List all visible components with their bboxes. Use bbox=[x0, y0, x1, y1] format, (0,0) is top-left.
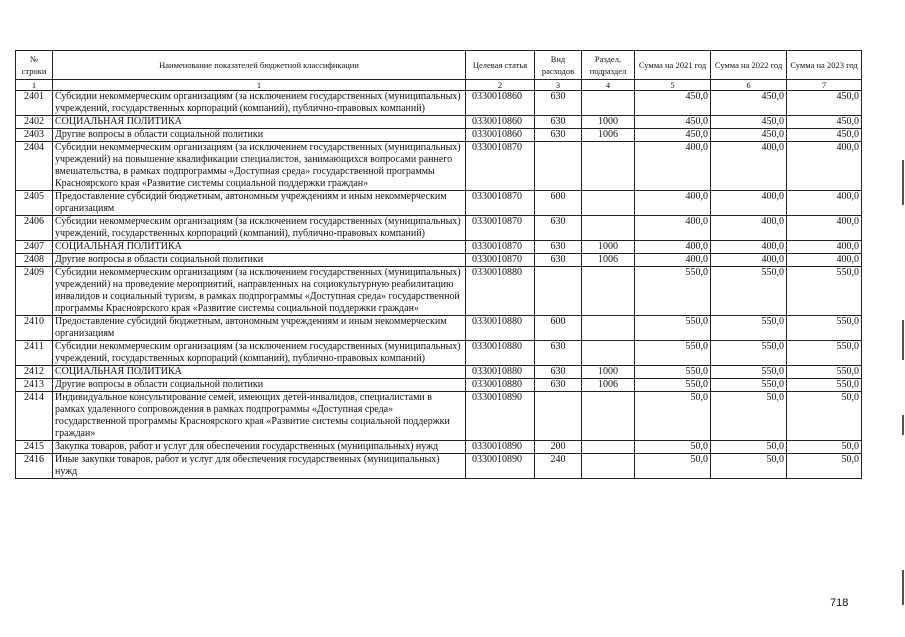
row-name: Другие вопросы в области социальной политики bbox=[53, 129, 466, 142]
scan-edge-mark bbox=[902, 415, 904, 435]
scan-edge-mark bbox=[902, 570, 904, 605]
row-expense-type: 630 bbox=[535, 379, 582, 392]
row-sum-2021: 450,0 bbox=[635, 116, 711, 129]
row-number: 2413 bbox=[16, 379, 53, 392]
row-target-article: 0330010890 bbox=[466, 454, 535, 479]
header-section: Раздел, подраздел bbox=[582, 51, 635, 80]
table-row bbox=[16, 241, 862, 254]
row-sum-2023: 50,0 bbox=[787, 454, 862, 479]
row-sum-2023: 400,0 bbox=[787, 254, 862, 267]
row-section bbox=[582, 441, 635, 454]
row-sum-2022: 550,0 bbox=[711, 366, 787, 379]
row-target-article: 0330010870 bbox=[466, 191, 535, 216]
header-sum-2023: Сумма на 2023 год bbox=[787, 51, 862, 80]
row-sum-2022: 400,0 bbox=[711, 142, 787, 191]
row-expense-type bbox=[535, 267, 582, 316]
table-row bbox=[16, 129, 862, 142]
table-row bbox=[16, 191, 862, 216]
row-name: Иные закупки товаров, работ и услуг для обеспечения государственных (муниципальных) нужд bbox=[53, 454, 466, 479]
row-name: СОЦИАЛЬНАЯ ПОЛИТИКА bbox=[53, 366, 466, 379]
row-number: 2404 bbox=[16, 142, 53, 191]
row-target-article: 0330010880 bbox=[466, 267, 535, 316]
row-target-article: 0330010870 bbox=[466, 254, 535, 267]
table-row bbox=[16, 267, 862, 316]
row-sum-2022: 400,0 bbox=[711, 254, 787, 267]
row-target-article: 0330010860 bbox=[466, 116, 535, 129]
table-row bbox=[16, 379, 862, 392]
table-row bbox=[16, 116, 862, 129]
row-sum-2021: 400,0 bbox=[635, 241, 711, 254]
row-target-article: 0330010890 bbox=[466, 441, 535, 454]
row-sum-2021: 550,0 bbox=[635, 366, 711, 379]
row-sum-2022: 550,0 bbox=[711, 267, 787, 316]
column-number: 2 bbox=[466, 80, 535, 91]
row-sum-2021: 50,0 bbox=[635, 392, 711, 441]
row-sum-2021: 400,0 bbox=[635, 216, 711, 241]
row-name: Субсидии некоммерческим организациям (за исключением государственных (муниципальных) учреждений, государственных корпораций (компаний), публично-правовых компаний) bbox=[53, 216, 466, 241]
row-expense-type: 630 bbox=[535, 116, 582, 129]
header-row-number: № строки bbox=[16, 51, 53, 80]
row-section bbox=[582, 142, 635, 191]
row-expense-type: 630 bbox=[535, 341, 582, 366]
table-row bbox=[16, 392, 862, 441]
budget-table bbox=[15, 50, 862, 479]
row-expense-type: 600 bbox=[535, 191, 582, 216]
column-number: 5 bbox=[635, 80, 711, 91]
row-section bbox=[582, 392, 635, 441]
header-target-article: Целевая статья bbox=[466, 51, 535, 80]
row-number: 2402 bbox=[16, 116, 53, 129]
row-sum-2023: 400,0 bbox=[787, 142, 862, 191]
row-sum-2021: 550,0 bbox=[635, 379, 711, 392]
row-target-article: 0330010880 bbox=[466, 341, 535, 366]
row-target-article: 0330010860 bbox=[466, 129, 535, 142]
row-name: СОЦИАЛЬНАЯ ПОЛИТИКА bbox=[53, 241, 466, 254]
row-sum-2023: 50,0 bbox=[787, 441, 862, 454]
row-sum-2023: 450,0 bbox=[787, 129, 862, 142]
row-section bbox=[582, 267, 635, 316]
row-sum-2023: 400,0 bbox=[787, 191, 862, 216]
row-expense-type bbox=[535, 392, 582, 441]
row-target-article: 0330010860 bbox=[466, 91, 535, 116]
row-number: 2414 bbox=[16, 392, 53, 441]
row-target-article: 0330010880 bbox=[466, 316, 535, 341]
row-section bbox=[582, 91, 635, 116]
row-sum-2023: 450,0 bbox=[787, 91, 862, 116]
row-expense-type bbox=[535, 142, 582, 191]
table-row bbox=[16, 341, 862, 366]
column-number: 1 bbox=[16, 80, 53, 91]
row-name: Субсидии некоммерческим организациям (за исключением государственных (муниципальных) учреждений, государственных корпораций (компаний), публично-правовых компаний) bbox=[53, 91, 466, 116]
row-sum-2021: 400,0 bbox=[635, 191, 711, 216]
table-row bbox=[16, 454, 862, 479]
row-name: Предоставление субсидий бюджетным, автономным учреждениям и иным некоммерческим организациям bbox=[53, 316, 466, 341]
row-section bbox=[582, 316, 635, 341]
row-sum-2021: 450,0 bbox=[635, 91, 711, 116]
row-number: 2408 bbox=[16, 254, 53, 267]
column-number: 3 bbox=[535, 80, 582, 91]
row-expense-type: 630 bbox=[535, 129, 582, 142]
row-number: 2407 bbox=[16, 241, 53, 254]
row-sum-2023: 450,0 bbox=[787, 116, 862, 129]
row-sum-2022: 550,0 bbox=[711, 341, 787, 366]
header-name: Наименование показателей бюджетной классификации bbox=[53, 51, 466, 80]
table-row bbox=[16, 316, 862, 341]
row-sum-2022: 450,0 bbox=[711, 91, 787, 116]
scan-edge-mark bbox=[902, 320, 904, 360]
header-expense-type: Вид расходов bbox=[535, 51, 582, 80]
row-section: 1006 bbox=[582, 129, 635, 142]
column-number: 4 bbox=[582, 80, 635, 91]
row-section: 1006 bbox=[582, 254, 635, 267]
row-section bbox=[582, 191, 635, 216]
row-sum-2021: 550,0 bbox=[635, 341, 711, 366]
row-sum-2023: 550,0 bbox=[787, 366, 862, 379]
row-sum-2021: 50,0 bbox=[635, 454, 711, 479]
row-target-article: 0330010870 bbox=[466, 216, 535, 241]
table-row bbox=[16, 366, 862, 379]
table-body bbox=[16, 91, 862, 479]
row-name: Субсидии некоммерческим организациям (за исключением государственных (муниципальных) учреждений) на проведение мероприятий, направленных на социокультурную реабилитацию инвалидов и социальный туризм, в рамках подпрограммы «Доступная среда» государственной программы Красноярского края «Развитие системы социальной поддержки граждан» bbox=[53, 267, 466, 316]
row-sum-2023: 400,0 bbox=[787, 241, 862, 254]
table-row bbox=[16, 91, 862, 116]
row-number: 2406 bbox=[16, 216, 53, 241]
scan-edge-mark bbox=[902, 160, 904, 205]
row-expense-type: 630 bbox=[535, 241, 582, 254]
row-target-article: 0330010890 bbox=[466, 392, 535, 441]
table-row bbox=[16, 441, 862, 454]
row-sum-2022: 400,0 bbox=[711, 241, 787, 254]
row-name: Субсидии некоммерческим организациям (за исключением государственных (муниципальных) учреждений) на повышение квалификации специалистов, занимающихся вопросами раннего вмешательства, в рамках подпрограммы «Доступная среда» государственной программы Красноярского края «Развитие системы социальной поддержки граждан» bbox=[53, 142, 466, 191]
row-expense-type: 240 bbox=[535, 454, 582, 479]
row-expense-type: 630 bbox=[535, 216, 582, 241]
row-name: Другие вопросы в области социальной политики bbox=[53, 379, 466, 392]
row-section: 1000 bbox=[582, 116, 635, 129]
row-number: 2415 bbox=[16, 441, 53, 454]
budget-table-container bbox=[15, 50, 861, 479]
row-target-article: 0330010880 bbox=[466, 379, 535, 392]
row-sum-2023: 400,0 bbox=[787, 216, 862, 241]
row-number: 2412 bbox=[16, 366, 53, 379]
row-sum-2023: 550,0 bbox=[787, 316, 862, 341]
row-number: 2409 bbox=[16, 267, 53, 316]
row-sum-2022: 400,0 bbox=[711, 191, 787, 216]
row-sum-2021: 550,0 bbox=[635, 316, 711, 341]
row-expense-type: 630 bbox=[535, 254, 582, 267]
row-name: Предоставление субсидий бюджетным, автономным учреждениям и иным некоммерческим организациям bbox=[53, 191, 466, 216]
column-number: 6 bbox=[711, 80, 787, 91]
row-name: Субсидии некоммерческим организациям (за исключением государственных (муниципальных) учреждений, государственных корпораций (компаний), публично-правовых компаний) bbox=[53, 341, 466, 366]
row-number: 2416 bbox=[16, 454, 53, 479]
column-number: 7 bbox=[787, 80, 862, 91]
header-sum-2022: Сумма на 2022 год bbox=[711, 51, 787, 80]
row-sum-2022: 550,0 bbox=[711, 316, 787, 341]
row-sum-2021: 400,0 bbox=[635, 254, 711, 267]
row-section: 1006 bbox=[582, 379, 635, 392]
row-section bbox=[582, 454, 635, 479]
row-sum-2021: 550,0 bbox=[635, 267, 711, 316]
row-sum-2022: 50,0 bbox=[711, 441, 787, 454]
row-number: 2401 bbox=[16, 91, 53, 116]
row-sum-2021: 50,0 bbox=[635, 441, 711, 454]
row-target-article: 0330010880 bbox=[466, 366, 535, 379]
header-sum-2021: Сумма на 2021 год bbox=[635, 51, 711, 80]
table-row bbox=[16, 216, 862, 241]
row-sum-2022: 400,0 bbox=[711, 216, 787, 241]
row-number: 2405 bbox=[16, 191, 53, 216]
row-name: Закупка товаров, работ и услуг для обеспечения государственных (муниципальных) нужд bbox=[53, 441, 466, 454]
row-expense-type: 630 bbox=[535, 366, 582, 379]
row-sum-2023: 50,0 bbox=[787, 392, 862, 441]
page-number: 718 bbox=[830, 597, 849, 609]
row-sum-2023: 550,0 bbox=[787, 267, 862, 316]
row-target-article: 0330010870 bbox=[466, 142, 535, 191]
row-section: 1000 bbox=[582, 366, 635, 379]
row-sum-2022: 50,0 bbox=[711, 392, 787, 441]
row-expense-type: 600 bbox=[535, 316, 582, 341]
row-name: Индивидуальное консультирование семей, имеющих детей-инвалидов, специалистами в рамках удаленного сопровождения в рамках подпрограммы «Доступная среда» государственной программы Красноярского края «Развитие системы социальной поддержки граждан» bbox=[53, 392, 466, 441]
table-header bbox=[16, 51, 862, 91]
row-section bbox=[582, 216, 635, 241]
row-name: Другие вопросы в области социальной политики bbox=[53, 254, 466, 267]
table-row bbox=[16, 142, 862, 191]
row-sum-2022: 450,0 bbox=[711, 116, 787, 129]
row-expense-type: 630 bbox=[535, 91, 582, 116]
table-row bbox=[16, 254, 862, 267]
row-sum-2022: 50,0 bbox=[711, 454, 787, 479]
row-number: 2403 bbox=[16, 129, 53, 142]
row-number: 2411 bbox=[16, 341, 53, 366]
row-expense-type: 200 bbox=[535, 441, 582, 454]
row-section bbox=[582, 341, 635, 366]
row-number: 2410 bbox=[16, 316, 53, 341]
row-target-article: 0330010870 bbox=[466, 241, 535, 254]
row-sum-2021: 400,0 bbox=[635, 142, 711, 191]
column-number: 1 bbox=[53, 80, 466, 91]
row-sum-2022: 450,0 bbox=[711, 129, 787, 142]
row-sum-2023: 550,0 bbox=[787, 379, 862, 392]
row-sum-2022: 550,0 bbox=[711, 379, 787, 392]
row-name: СОЦИАЛЬНАЯ ПОЛИТИКА bbox=[53, 116, 466, 129]
column-number-row bbox=[16, 80, 862, 91]
row-section: 1000 bbox=[582, 241, 635, 254]
row-sum-2023: 550,0 bbox=[787, 341, 862, 366]
row-sum-2021: 450,0 bbox=[635, 129, 711, 142]
